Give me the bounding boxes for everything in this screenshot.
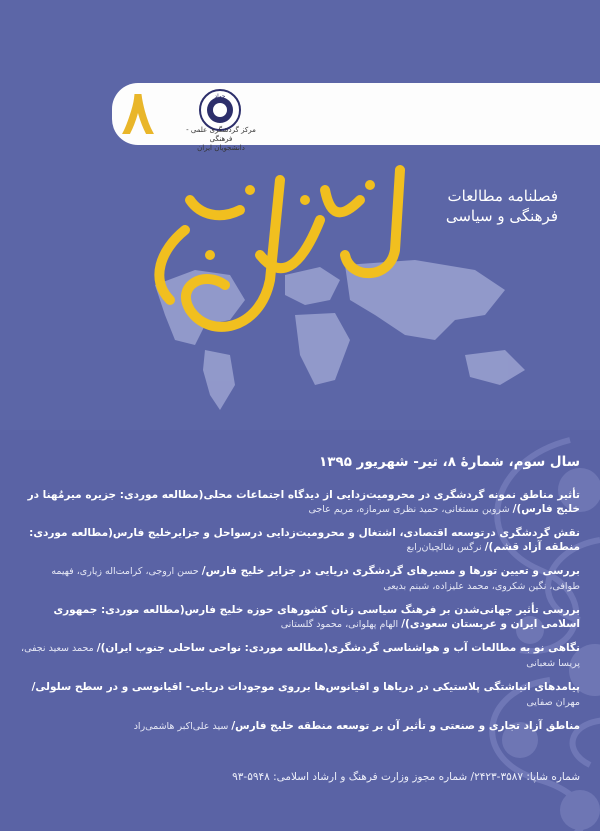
article-title: نقش گردشگری درتوسعه اقتصادی، اشتغال و محرومیت‌زدایی درسواحل و جزایرخلیج فارس(مطالعه موردی: منطقه آزاد قشم)/ xyxy=(29,527,580,553)
article-authors: شروین مستغانی، حمید نظری سرمازه، مریم عاجی xyxy=(308,504,513,515)
article-authors: حسن اروجی، کرامت‌اله زیاری، فهیمه طوافی، نگین شکروی، محمد علیزاده، شبنم بدیعی xyxy=(51,566,580,592)
logo-label: جهاد xyxy=(214,93,226,100)
article-title: بررسی تأثیر جهانی‌شدن بر فرهنگ سیاسی زنان کشورهای حوزه خلیج فارس(مطالعه موردی: جمهوری اسلامی ایران و عربستان سعودی)/ xyxy=(53,604,580,630)
article-authors: الهام پهلوانی، محمود گلستانی xyxy=(280,619,402,630)
article-item xyxy=(20,564,580,594)
article-authors: مهران صفایی xyxy=(526,697,580,708)
article-title: تأثیر مناطق نمونه گردشگری در محرومیت‌زدایی از دیدگاه اجتماعات محلی(مطالعه موردی: جزیره میرمُهنا در خلیج فارس)/ xyxy=(27,489,580,515)
publisher-line2: دانشجویان ایران xyxy=(197,144,245,152)
issue-info: سال سوم، شمارۀ ۸، تیر- شهریور ۱۳۹۵ xyxy=(319,454,580,470)
calligraphy-text: خلیج فارس xyxy=(277,355,283,356)
article-item xyxy=(20,603,580,632)
article-item xyxy=(20,488,580,517)
article-item xyxy=(20,680,580,710)
article-authors: سید علی‌اکبر هاشمی‌راد xyxy=(133,721,232,732)
article-authors: نرگس شالچیان‌رابع xyxy=(406,542,485,553)
article-title: مناطق آزاد تجاری و صنعتی و تأثیر آن بر توسعه منطقه خلیج فارس/ xyxy=(231,720,580,732)
article-title: نگاهی نو به مطالعات آب و هواشناسی گردشگری(مطالعه موردی: نواحی ساحلی جنوب ایران)/ xyxy=(96,642,580,654)
publisher-name xyxy=(176,126,266,153)
magazine-subtitle xyxy=(418,186,558,226)
subtitle-line1: فصلنامه مطالعات xyxy=(447,187,558,205)
issn-footer: شماره شاپا: ۳۵۸۷-۲۴۲۳/ شماره مجوز وزارت فرهنگ و ارشاد اسلامی: ۵۹۴۸-۹۳ xyxy=(232,771,580,783)
issue-number: ۸ xyxy=(121,78,155,148)
calligraphy-title xyxy=(130,160,430,360)
publisher-line1: مرکز گردشگری علمی - فرهنگی xyxy=(186,126,256,143)
article-item xyxy=(20,719,580,734)
article-title: بررسی و تعیین تورها و مسیرهای گردشگری دریایی در جزایر خلیج فارس/ xyxy=(201,565,580,577)
table-of-contents xyxy=(20,488,580,743)
article-title: پیامدهای انباشتگی پلاستیکی در دریاها و اقیانوس‌ها برروی موجودات دریایی- اقیانوسی و در سطح سلولی/ xyxy=(31,681,580,693)
subtitle-line2: فرهنگی و سیاسی xyxy=(445,207,558,225)
article-item xyxy=(20,526,580,555)
article-authors: محمد سعید نجفی، پریسا شعبانی xyxy=(21,643,580,669)
article-item xyxy=(20,641,580,671)
